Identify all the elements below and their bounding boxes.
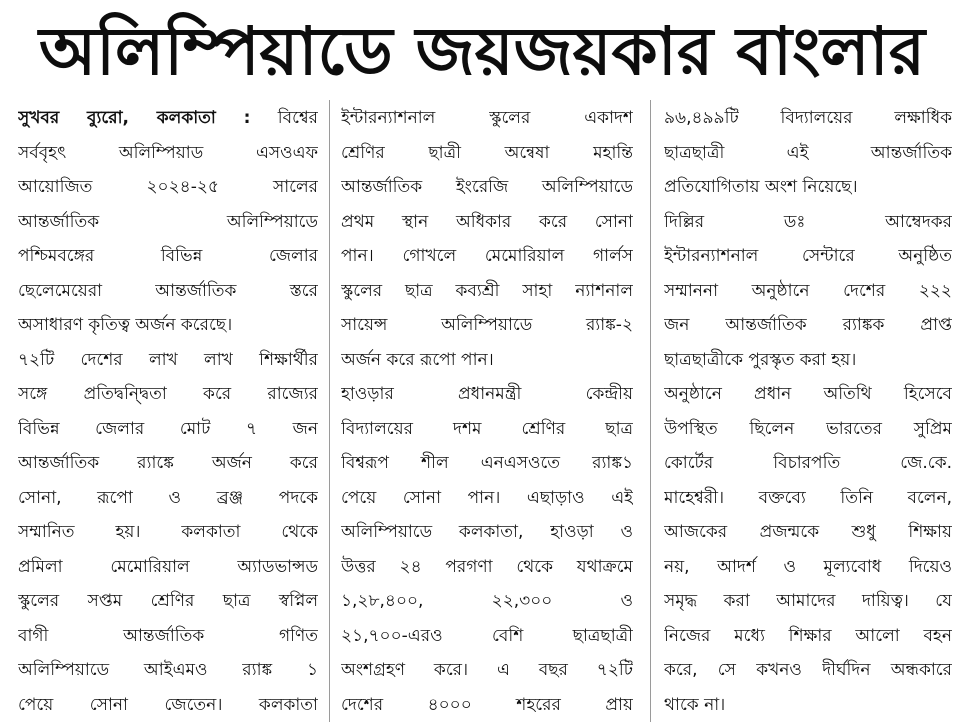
article-line: হাওড়ার প্রধানমন্ত্রী কেন্দ্রীয় [341,384,633,404]
article-line: প্রথম স্থান অধিকার করে সোনা [341,211,633,232]
article-line: আন্তর্জাতিক অলিম্পিয়াডে [18,211,318,232]
article-line: সম্মানিত হয়। কলকাতা থেকে [18,522,318,542]
article-line: ৭২টি দেশের লাখ লাখ শিক্ষার্থীর [18,349,318,370]
article-line: অসাধারণ কৃতিত্ব অর্জন করেছে। [18,315,233,335]
article-line: কোর্টের বিচারপতি জে.কে. [664,453,952,473]
byline: সুখবর ব্যুরো, কলকাতা : [18,108,251,128]
column-divider [329,100,330,722]
column-divider [650,100,651,722]
article-line: স্কুলের ছাত্র কব্যশ্রী সাহা ন্যাশনাল [341,280,633,301]
article-line: উত্তর ২৪ পরগণা থেকে যথাক্রমে [341,556,633,577]
article-line: আন্তর্জাতিক র‍্যাঙ্কে অর্জন করে [18,453,318,473]
headline: অলিম্পিয়াডে জয়জয়কার বাংলার [38,13,926,90]
article-line-text: বিশ্বের [277,108,318,128]
article-line: সমৃদ্ধ করা আমাদের দায়িত্ব। যে [664,591,952,611]
article-line: অর্জন করে রূপো পান। [341,349,494,370]
article-line: ইন্টারন্যাশনাল সেন্টারে অনুষ্ঠিত [664,246,952,266]
article-line: থাকে না। [664,694,726,715]
article-column-2 [341,101,633,722]
article-line: উপস্থিত ছিলেন ভারতের সুপ্রিম [664,418,952,439]
article-line: ১,২৮,৪০০, ২২,৩০০ ও [341,591,633,611]
article-column-1 [18,101,318,722]
article-line: অলিম্পিয়াডে কলকাতা, হাওড়া ও [341,522,633,542]
article-line: আজকের প্রজন্মকে শুধু শিক্ষায় [664,522,952,542]
article-line: ছেলেমেয়েরা আন্তর্জাতিক স্তরে [18,280,318,301]
article-line: শ্রেণির ছাত্রী অন্বেষা মহান্তি [341,142,633,163]
article-line: ইন্টারন্যাশনাল স্কুলের একাদশ [341,108,633,128]
article-line: ২১,৭০০-এরও বেশি ছাত্রছাত্রী [341,625,633,646]
article-line: নিজের মধ্যে শিক্ষার আলো বহন [664,625,952,646]
article-line: ছাত্রছাত্রীকে পুরস্কৃত করা হয়। [664,349,857,370]
article-line: আন্তর্জাতিক ইংরেজি অলিম্পিয়াডে [341,177,633,197]
article-column-3 [664,101,952,722]
article-line: বিভিন্ন জেলার মোট ৭ জন [18,418,318,439]
article-line: অংশগ্রহণ করে। এ বছর ৭২টি [341,660,633,680]
article-line: সম্মাননা অনুষ্ঠানে দেশের ২২২ [664,280,952,301]
article-line: ছাত্রছাত্রী এই আন্তর্জাতিক [664,142,952,163]
article-line: প্রতিযোগিতায় অংশ নিয়েছে। [664,177,858,197]
article-line: সঙ্গে প্রতিদ্বন্দ্বিতা করে রাজ্যের [18,384,318,404]
article-line: সোনা, রূপো ও ব্রঞ্জ পদকে [18,487,318,508]
article-line: প্রমিলা মেমোরিয়াল অ্যাডভান্সড [18,556,318,577]
article-line: বিদ্যালয়ের দশম শ্রেণির ছাত্র [341,418,633,439]
article-line: আয়োজিত ২০২৪-২৫ সালের [18,177,318,197]
article-line: বিশ্বরূপ শীল এনএসওতে র‍্যাঙ্ক১ [341,453,633,473]
article-line: মাহেশ্বরী। বক্তব্যে তিনি বলেন, [664,487,952,508]
article-line: সর্ববৃহৎ অলিম্পিয়াড এসওএফ [18,142,318,163]
article-line: পান। গোখলে মেমোরিয়াল গার্লস [341,246,633,266]
article-line: পশ্চিমবঙ্গের বিভিন্ন জেলার [18,246,318,266]
article-line: পেয়ে সোনা পান। এছাড়াও এই [341,487,633,508]
article-line: জন আন্তর্জাতিক র‍্যাঙ্কক প্রাপ্ত [664,315,952,335]
article-line: অনুষ্ঠানে প্রধান অতিথি হিসেবে [664,384,952,404]
article-line [18,101,318,136]
article-line: দেশের ৪০০০ শহরের প্রায় [341,694,633,715]
article-line: অলিম্পিয়াডে আইএমও র‍্যাঙ্ক ১ [18,660,318,680]
article-line: বাগী আন্তর্জাতিক গণিত [18,625,318,646]
article-line: পেয়ে সোনা জেতেন। কলকাতা [18,694,318,715]
article-line: স্কুলের সপ্তম শ্রেণির ছাত্র স্বপ্নিল [18,591,318,611]
article-line: করে, সে কখনও দীর্ঘদিন অন্ধকারে [664,660,952,680]
article-line: ৯৬,৪৯৯টি বিদ্যালয়ের লক্ষাধিক [664,108,952,128]
article-line: নয়, আদর্শ ও মূল্যবোধ দিয়েও [664,556,952,577]
article-line: সায়েন্স অলিম্পিয়াডে র‍্যাঙ্ক-২ [341,315,633,335]
article-line: দিল্লির ডঃ আম্বেদকর [664,211,952,232]
